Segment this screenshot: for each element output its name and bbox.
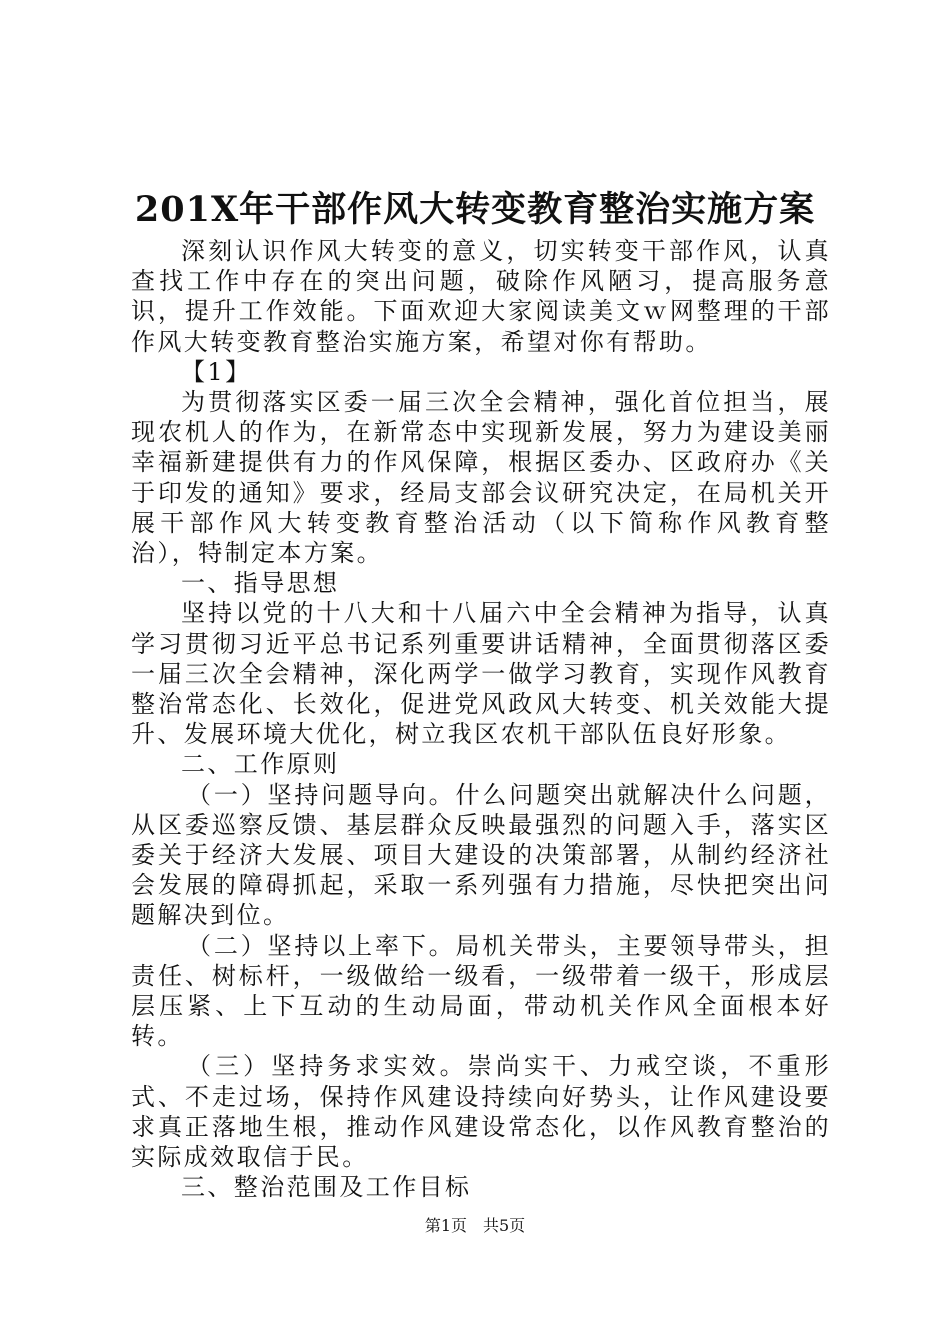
heading-scope-goals: 三、整治范围及工作目标 [181,1173,472,1202]
document-title: 201X年干部作风大转变教育整治实施方案 [134,189,816,230]
heading-guiding-thought: 一、指导思想 [181,569,340,598]
page-footer: 第1页 共5页 [424,1216,526,1235]
heading-work-principles: 二、工作原则 [181,750,340,779]
intro-paragraph: 深刻认识作风大转变的意义，切实转变干部作风，认真查找工作中存在的突出问题，破除作风陋习，提高服务意识，提升工作效能。下面欢迎大家阅读美文ｗ网整理的干部作风大转变教育整治实施方案，希望对你有帮助。 [131,237,831,356]
paragraph-purpose: 为贯彻落实区委一届三次全会精神，强化首位担当，展现农机人的作为，在新常态中实现新发展，努力为建设美丽幸福新建提供有力的作风保障，根据区委办、区政府办《关于印发的通知》要求，经局支部会议研究决定，在局机关开展干部作风大转变教育整治活动（以下简称作风教育整治），特制定本方案。 [131,388,831,568]
section-marker: 【1】 [181,357,252,386]
document-body [131,236,831,1203]
paragraph-principle-2: （二）坚持以上率下。局机关带头，主要领导带头，担责任、树标杆，一级做给一级看，一级带着一级干，形成层层压紧、上下互动的生动局面，带动机关作风全面根本好转。 [131,931,831,1051]
paragraph-guiding-thought: 坚持以党的十八大和十八届六中全会精神为指导，认真学习贯彻习近平总书记系列重要讲话精神，全面贯彻落区委一届三次全会精神，深化两学一做学习教育，实现作风教育整治常态化、长效化，促进党风政风大转变、机关效能大提升、发展环境大优化，树立我区农机干部队伍良好形象。 [131,599,831,749]
paragraph-principle-3: （三）坚持务求实效。崇尚实干、力戒空谈，不重形式、不走过场，保持作风建设持续向好势头，让作风建设要求真正落地生根，推动作风建设常态化，以作风教育整治的实际成效取信于民。 [131,1052,831,1172]
paragraph-principle-1: （一）坚持问题导向。什么问题突出就解决什么问题，从区委巡察反馈、基层群众反映最强烈的问题入手，落实区委关于经济大发展、项目大建设的决策部署，从制约经济社会发展的障碍抓起，采取一系列强有力措施，尽快把突出问题解决到位。 [131,780,831,930]
